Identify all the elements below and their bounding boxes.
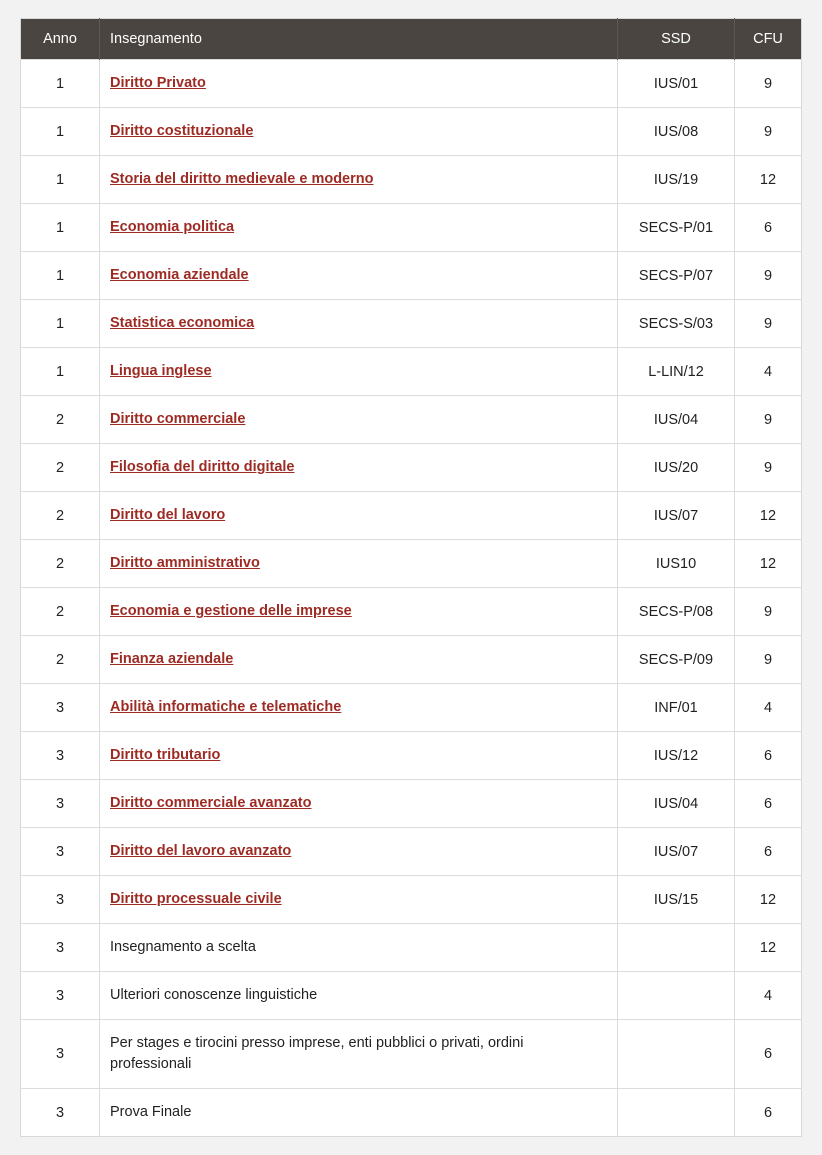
cell-cfu: 6 — [735, 1020, 802, 1089]
table-row — [21, 348, 802, 396]
cell-anno: 1 — [21, 300, 100, 348]
cell-anno: 3 — [21, 1089, 100, 1137]
table-row — [21, 1089, 802, 1137]
cell-insegnamento — [100, 252, 618, 300]
cell-anno: 2 — [21, 588, 100, 636]
course-link[interactable]: Lingua inglese — [110, 363, 212, 380]
course-label: Per stages e tirocini presso imprese, enti pubblici o privati, ordini professionali — [110, 1035, 524, 1073]
course-link[interactable]: Diritto commerciale avanzato — [110, 795, 312, 812]
cell-insegnamento — [100, 588, 618, 636]
course-link[interactable]: Diritto tributario — [110, 747, 221, 764]
cell-anno: 1 — [21, 348, 100, 396]
cell-ssd: IUS10 — [618, 540, 735, 588]
cell-insegnamento — [100, 444, 618, 492]
cell-anno: 3 — [21, 972, 100, 1020]
table-row — [21, 492, 802, 540]
cell-cfu: 4 — [735, 348, 802, 396]
course-label: Ulteriori conoscenze linguistiche — [110, 987, 318, 1004]
cell-ssd: IUS/04 — [618, 396, 735, 444]
cell-ssd: SECS-P/09 — [618, 636, 735, 684]
cell-cfu: 9 — [735, 396, 802, 444]
cell-cfu: 6 — [735, 204, 802, 252]
course-link[interactable]: Diritto del lavoro — [110, 507, 226, 524]
table-row — [21, 732, 802, 780]
cell-anno: 2 — [21, 444, 100, 492]
course-link[interactable]: Diritto del lavoro avanzato — [110, 843, 292, 860]
course-link[interactable]: Economia aziendale — [110, 267, 249, 284]
cell-insegnamento — [100, 60, 618, 108]
cell-anno: 2 — [21, 492, 100, 540]
table-body — [21, 60, 802, 1137]
curriculum-table — [20, 18, 802, 1137]
cell-ssd: IUS/07 — [618, 492, 735, 540]
cell-ssd: IUS/08 — [618, 108, 735, 156]
cell-insegnamento — [100, 1089, 618, 1137]
cell-insegnamento — [100, 828, 618, 876]
cell-cfu: 9 — [735, 636, 802, 684]
cell-ssd — [618, 1089, 735, 1137]
cell-anno: 1 — [21, 60, 100, 108]
table-row — [21, 588, 802, 636]
table-row — [21, 684, 802, 732]
course-link[interactable]: Diritto commerciale — [110, 411, 246, 428]
cell-insegnamento — [100, 204, 618, 252]
cell-ssd — [618, 972, 735, 1020]
cell-anno: 1 — [21, 252, 100, 300]
cell-insegnamento — [100, 156, 618, 204]
course-link[interactable]: Diritto processuale civile — [110, 891, 282, 908]
table-row — [21, 540, 802, 588]
cell-cfu: 12 — [735, 876, 802, 924]
cell-cfu: 12 — [735, 924, 802, 972]
table-row — [21, 444, 802, 492]
cell-ssd: SECS-P/07 — [618, 252, 735, 300]
cell-anno: 2 — [21, 540, 100, 588]
cell-cfu: 12 — [735, 540, 802, 588]
cell-insegnamento — [100, 780, 618, 828]
table-row — [21, 300, 802, 348]
course-label: Prova Finale — [110, 1104, 192, 1121]
cell-anno: 1 — [21, 204, 100, 252]
cell-ssd: IUS/01 — [618, 60, 735, 108]
cell-cfu: 9 — [735, 444, 802, 492]
cell-cfu: 12 — [735, 156, 802, 204]
cell-cfu: 6 — [735, 1089, 802, 1137]
cell-insegnamento — [100, 876, 618, 924]
cell-anno: 1 — [21, 156, 100, 204]
cell-ssd: SECS-P/08 — [618, 588, 735, 636]
table-header-row — [21, 19, 802, 60]
table-row — [21, 828, 802, 876]
course-link[interactable]: Economia politica — [110, 219, 235, 236]
table-row — [21, 60, 802, 108]
cell-insegnamento — [100, 972, 618, 1020]
cell-insegnamento — [100, 300, 618, 348]
column-header-cfu: CFU — [735, 19, 802, 60]
cell-anno: 2 — [21, 396, 100, 444]
column-header-anno: Anno — [21, 19, 100, 60]
cell-cfu: 9 — [735, 300, 802, 348]
course-link[interactable]: Economia e gestione delle imprese — [110, 603, 352, 620]
cell-ssd: SECS-P/01 — [618, 204, 735, 252]
course-link[interactable]: Finanza aziendale — [110, 651, 234, 668]
cell-anno: 3 — [21, 732, 100, 780]
table-row — [21, 972, 802, 1020]
table-row — [21, 924, 802, 972]
cell-cfu: 6 — [735, 780, 802, 828]
cell-insegnamento — [100, 1020, 618, 1089]
cell-cfu: 6 — [735, 732, 802, 780]
cell-insegnamento — [100, 348, 618, 396]
cell-ssd: IUS/15 — [618, 876, 735, 924]
cell-cfu: 4 — [735, 972, 802, 1020]
cell-insegnamento — [100, 924, 618, 972]
cell-ssd — [618, 1020, 735, 1089]
cell-ssd: INF/01 — [618, 684, 735, 732]
cell-ssd — [618, 924, 735, 972]
cell-insegnamento — [100, 396, 618, 444]
course-link[interactable]: Statistica economica — [110, 315, 255, 332]
course-link[interactable]: Diritto costituzionale — [110, 123, 254, 140]
table-row — [21, 108, 802, 156]
cell-cfu: 9 — [735, 588, 802, 636]
cell-cfu: 9 — [735, 252, 802, 300]
cell-insegnamento — [100, 684, 618, 732]
course-link[interactable]: Storia del diritto medievale e moderno — [110, 171, 374, 188]
cell-anno: 3 — [21, 684, 100, 732]
column-header-ssd: SSD — [618, 19, 735, 60]
cell-insegnamento — [100, 732, 618, 780]
course-link[interactable]: Diritto Privato — [110, 75, 206, 91]
cell-insegnamento — [100, 492, 618, 540]
cell-anno: 3 — [21, 876, 100, 924]
table-row — [21, 1020, 802, 1089]
cell-cfu: 9 — [735, 60, 802, 108]
cell-cfu: 12 — [735, 492, 802, 540]
table-header — [21, 19, 802, 60]
course-link[interactable]: Abilità informatiche e telematiche — [110, 699, 342, 716]
cell-cfu: 4 — [735, 684, 802, 732]
table-row — [21, 156, 802, 204]
cell-cfu: 9 — [735, 108, 802, 156]
cell-ssd: IUS/19 — [618, 156, 735, 204]
cell-anno: 2 — [21, 636, 100, 684]
cell-insegnamento — [100, 636, 618, 684]
column-header-insegnamento: Insegnamento — [100, 19, 618, 60]
table-row — [21, 252, 802, 300]
cell-ssd: IUS/07 — [618, 828, 735, 876]
cell-ssd: SECS-S/03 — [618, 300, 735, 348]
table-row — [21, 204, 802, 252]
cell-insegnamento — [100, 540, 618, 588]
cell-ssd: IUS/04 — [618, 780, 735, 828]
table-row — [21, 396, 802, 444]
cell-ssd: L-LIN/12 — [618, 348, 735, 396]
cell-anno: 3 — [21, 780, 100, 828]
table-row — [21, 636, 802, 684]
cell-anno: 1 — [21, 108, 100, 156]
table-row — [21, 780, 802, 828]
cell-anno: 3 — [21, 924, 100, 972]
course-label: Insegnamento a scelta — [110, 939, 256, 956]
cell-ssd: IUS/20 — [618, 444, 735, 492]
cell-ssd: IUS/12 — [618, 732, 735, 780]
cell-anno: 3 — [21, 828, 100, 876]
course-link[interactable]: Diritto amministrativo — [110, 555, 260, 572]
cell-cfu: 6 — [735, 828, 802, 876]
cell-insegnamento — [100, 108, 618, 156]
cell-anno: 3 — [21, 1020, 100, 1089]
table-row — [21, 876, 802, 924]
course-link[interactable]: Filosofia del diritto digitale — [110, 459, 295, 476]
